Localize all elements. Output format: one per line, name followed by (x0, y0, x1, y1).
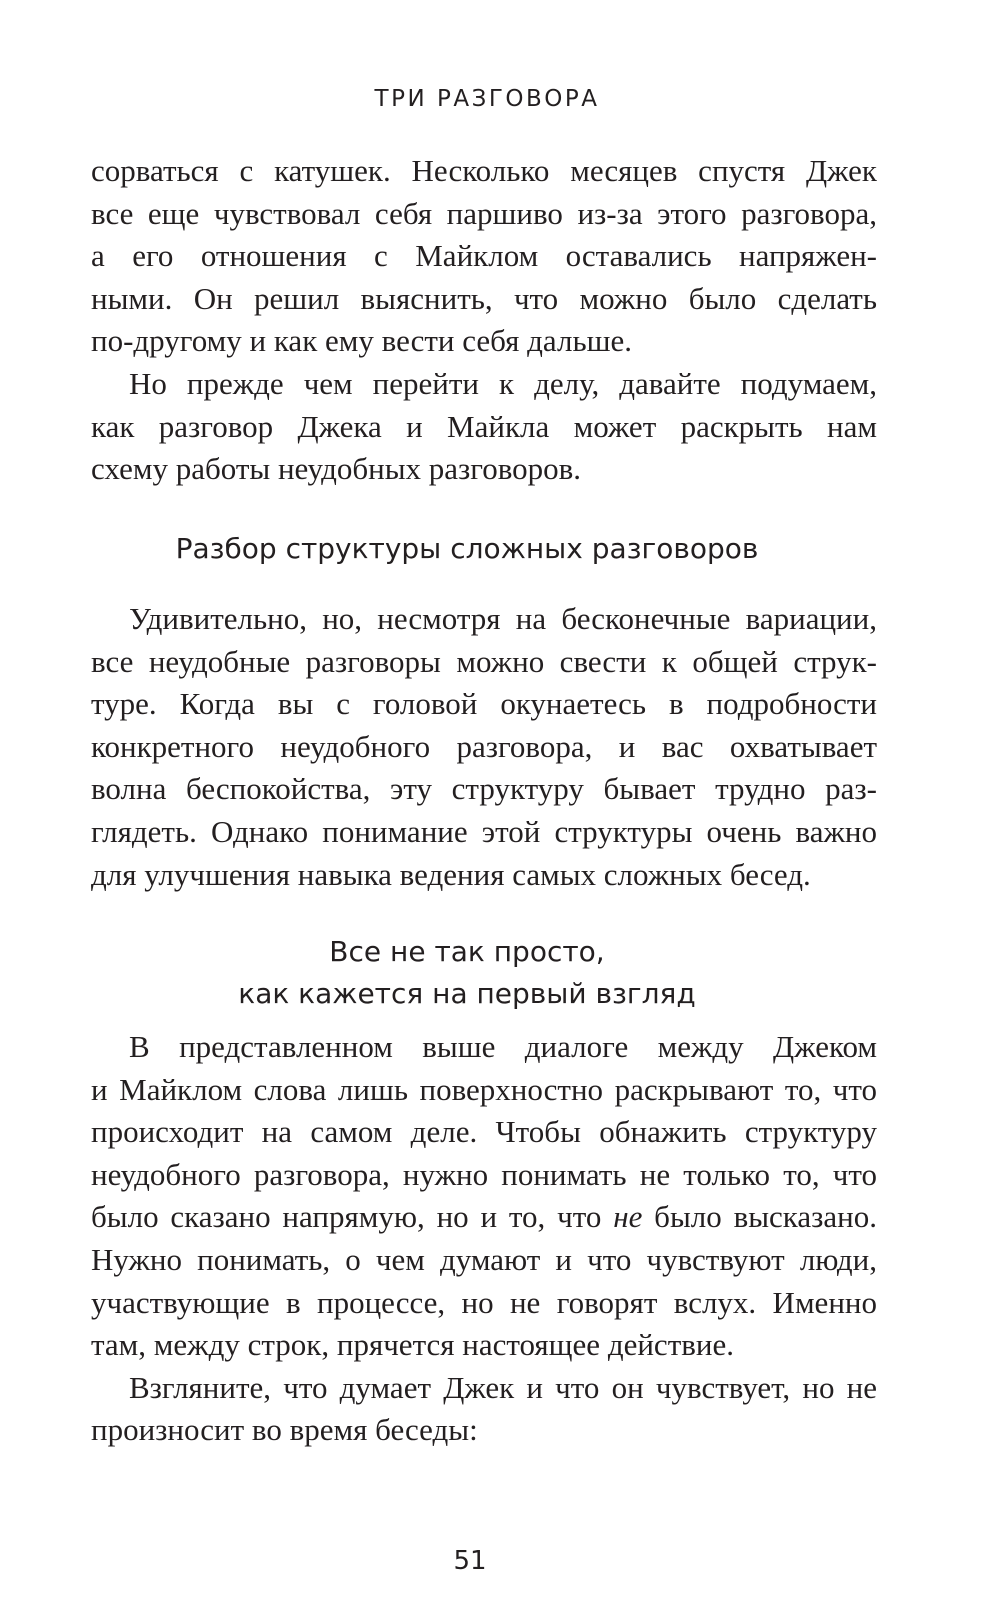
text-line: и Майклом слова лишь поверхностно раскрывают то, что (91, 1071, 877, 1107)
text-line: Нужно понимать, о чем думают и что чувствуют люди, (91, 1241, 877, 1277)
text-line: Взгляните, что думает Джек и что он чувствует, но не (129, 1369, 877, 1405)
text-block-structure (91, 598, 877, 896)
text-line: ными. Он решил выяснить, что можно было сделать (91, 280, 877, 316)
text-line: волна беспокойства, эту структуру бывает трудно раз- (91, 771, 877, 807)
text-line: по-другому и как ему вести себя дальше. (91, 323, 632, 359)
text-line: схему работы неудобных разговоров. (91, 451, 582, 487)
text-line: все еще чувствовал себя паршиво из-за этого разговора, (91, 195, 877, 231)
text-line: В представленном выше диалоге между Джеком (129, 1029, 877, 1064)
text-block-subtext (91, 1026, 877, 1452)
section-heading: Разбор структуры сложных разговоров (175, 532, 759, 565)
page-number: 51 (453, 1546, 487, 1576)
text-line: как разговор Джека и Майкла может раскрыть нам (91, 408, 877, 444)
text-line: неудобного разговора, нужно понимать не только то, что (91, 1156, 877, 1192)
text-fragment: было высказано. (642, 1199, 877, 1235)
text-fragment: было сказано напрямую, но и то, что (91, 1199, 614, 1235)
running-head: ТРИ РАЗГОВОРА (374, 86, 600, 112)
text-block-intro (91, 150, 877, 491)
text-line: произносит во время беседы: (91, 1412, 478, 1448)
text-line: все неудобные разговоры можно свести к общей струк- (91, 643, 877, 679)
text-line: происходит на самом деле. Чтобы обнажить структуру (91, 1114, 877, 1150)
text-line: Удивительно, но, несмотря на бесконечные вариации, (129, 601, 877, 636)
subsection-heading-line2: как кажется на первый взгляд (238, 977, 696, 1010)
paragraph (91, 598, 877, 896)
text-line: сорваться с катушек. Несколько месяцев спустя Джек (91, 153, 877, 188)
subsection-heading-line1: Все не так просто, (329, 935, 605, 968)
paragraph (91, 363, 877, 491)
paragraph (91, 1367, 877, 1452)
text-line: Но прежде чем перейти к делу, давайте подумаем, (129, 365, 877, 401)
text-line: глядеть. Однако понимание этой структуры очень важно (91, 813, 877, 849)
text-line: для улучшения навыка ведения самых сложных бесед. (91, 856, 811, 892)
paragraph-continued (91, 150, 877, 363)
emphasis-text: не (613, 1199, 643, 1235)
text-line: участвующие в процессе, но не говорят вслух. Именно (91, 1284, 877, 1320)
text-line-with-emphasis (91, 1196, 877, 1239)
text-line: конкретного неудобного разговора, и вас охватывает (91, 728, 877, 764)
text-line: туре. Когда вы с головой окунаетесь в подробности (91, 686, 877, 722)
text-line: там, между строк, прячется настоящее действие. (91, 1327, 734, 1363)
text-line: а его отношения с Майклом оставались напряжен- (91, 238, 877, 274)
paragraph (91, 1026, 877, 1367)
